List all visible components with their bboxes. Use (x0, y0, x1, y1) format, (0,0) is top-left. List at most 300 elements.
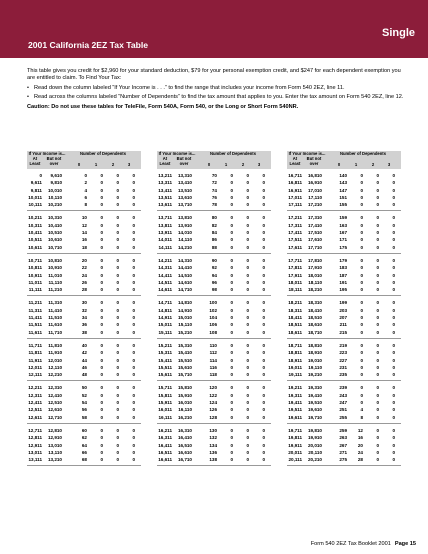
table-cell: 0 (230, 187, 233, 193)
page-footer (311, 541, 416, 547)
table-cell: 18,711 (288, 342, 302, 348)
table-row (287, 307, 401, 314)
table-cell: 0 (262, 180, 265, 186)
table-cell: 18 (81, 244, 87, 250)
table-cell: 0 (116, 322, 119, 328)
table-cell: 14,911 (158, 315, 172, 321)
table-cell: 13,211 (158, 173, 172, 178)
table-cell: 10,610 (47, 237, 62, 243)
table-cell: 8 (84, 202, 87, 208)
table-row (27, 187, 141, 194)
table-cell: 13,510 (177, 187, 192, 193)
table-cell: 0 (132, 272, 135, 278)
table-cell: 0 (230, 427, 233, 433)
table-cell: 0 (100, 322, 103, 328)
table-cell: 211 (339, 322, 347, 328)
table-cell: 19,611 (288, 414, 302, 420)
table-cell: 0 (132, 329, 135, 335)
table-cell: 16,311 (158, 435, 172, 441)
table-cell: 38 (81, 329, 87, 335)
table-row (27, 229, 141, 236)
table-cell: 12,811 (28, 435, 42, 441)
row-group (287, 381, 401, 423)
caution-note: Caution: Do not use these tables for TeleFile, Form 540A, Form 540, or the Long or Short Form 540NR. (27, 103, 299, 110)
table-row (287, 399, 401, 406)
table-cell: 15,910 (177, 392, 192, 398)
table-cell: 143 (339, 180, 347, 186)
dependent-count-header: 3 (257, 162, 261, 167)
table-cell: 0 (360, 307, 363, 313)
table-cell: 20 (357, 442, 363, 448)
table-row (27, 257, 141, 264)
table-cell: 19,711 (288, 427, 302, 433)
table-cell: 0 (246, 357, 249, 363)
table-cell: 18,211 (288, 300, 302, 306)
table-cell: 267 (339, 442, 347, 448)
table-cell: 17,611 (288, 244, 302, 250)
table-cell: 0 (392, 342, 395, 348)
table-cell: 0 (116, 435, 119, 441)
table-cell: 10,211 (28, 215, 42, 221)
table-cell: 0 (100, 215, 103, 221)
table-cell: 15,710 (177, 372, 192, 378)
table-cell: 0 (116, 342, 119, 348)
table-row (27, 279, 141, 286)
table-cell: 19,010 (307, 357, 322, 363)
table-cell: 179 (339, 257, 347, 263)
table-cell: 17,311 (288, 222, 302, 228)
table-cell: 0 (132, 407, 135, 413)
table-cell: 0 (246, 215, 249, 221)
table-cell: 19,310 (307, 385, 322, 391)
table-row (27, 392, 141, 399)
table-row (287, 314, 401, 321)
table-cell: 0 (132, 385, 135, 391)
table-cell: 68 (81, 457, 87, 463)
range-column-header: At Least (289, 156, 301, 166)
table-cell: 14,710 (177, 287, 192, 293)
table-cell: 4 (360, 407, 363, 413)
table-cell: 10,011 (28, 194, 42, 200)
table-cell: 16,611 (158, 457, 172, 463)
table-cell: 0 (100, 180, 103, 186)
table-cell: 0 (116, 427, 119, 433)
table-cell: 0 (246, 322, 249, 328)
table-cell: 0 (360, 350, 363, 356)
table-row (27, 364, 141, 371)
table-cell: 10,410 (47, 222, 62, 228)
table-row (157, 179, 271, 186)
table-cell: 19,911 (288, 442, 302, 448)
dependents-column-header: Number of Dependents (209, 151, 257, 156)
table-panel (157, 151, 271, 466)
table-cell: 231 (339, 364, 347, 370)
table-row (157, 229, 271, 236)
table-row (157, 236, 271, 243)
table-cell: 130 (209, 427, 217, 433)
table-cell: 15,811 (158, 392, 172, 398)
table-cell: 0 (392, 449, 395, 455)
table-cell: 14 (81, 230, 87, 236)
table-row (27, 272, 141, 279)
table-cell: 10 (81, 215, 87, 221)
table-cell: 0 (246, 400, 249, 406)
dependent-count-header: 1 (224, 162, 228, 167)
table-cell: 0 (376, 449, 379, 455)
table-cell: 0 (100, 357, 103, 363)
table-row (157, 187, 271, 194)
table-row (157, 264, 271, 271)
table-row (287, 349, 401, 356)
table-cell: 9,611 (30, 180, 42, 186)
table-cell: 16,211 (158, 427, 172, 433)
row-group (157, 254, 271, 296)
table-row (27, 307, 141, 314)
table-cell: 0 (116, 257, 119, 263)
row-group (287, 254, 401, 296)
table-cell: 0 (100, 449, 103, 455)
table-cell: 78 (211, 202, 217, 208)
table-cell: 0 (360, 230, 363, 236)
table-cell: 0 (376, 315, 379, 321)
table-cell: 0 (246, 407, 249, 413)
table-cell: 0 (100, 237, 103, 243)
table-cell: 0 (392, 392, 395, 398)
table-cell: 46 (81, 364, 87, 370)
table-cell: 16,511 (158, 449, 172, 455)
table-row (157, 364, 271, 371)
table-row (157, 214, 271, 221)
table-cell: 12,410 (47, 392, 62, 398)
table-cell: 0 (246, 230, 249, 236)
table-cell: 0 (116, 202, 119, 208)
table-cell: 0 (376, 457, 379, 463)
row-group (287, 211, 401, 253)
table-cell: 0 (376, 435, 379, 441)
table-cell: 19,311 (288, 392, 302, 398)
table-cell: 0 (100, 385, 103, 391)
table-cell: 239 (339, 385, 347, 391)
table-cell: 0 (100, 307, 103, 313)
table-row (157, 201, 271, 208)
table-row (287, 364, 401, 371)
table-cell: 0 (132, 230, 135, 236)
table-cell: 10,311 (28, 222, 42, 228)
table-cell: 16,310 (177, 427, 192, 433)
table-cell: 0 (230, 300, 233, 306)
table-cell: 102 (209, 307, 217, 313)
table-cell: 40 (81, 342, 87, 348)
table-cell: 18,611 (288, 329, 302, 335)
table-cell: 0 (246, 342, 249, 348)
table-cell: 0 (132, 265, 135, 271)
table-cell: 18,910 (307, 350, 322, 356)
table-row (27, 236, 141, 243)
table-cell: 17,610 (307, 237, 322, 243)
table-cell: 0 (132, 427, 135, 433)
table-cell: 0 (262, 357, 265, 363)
table-cell: 0 (392, 237, 395, 243)
table-cell: 159 (339, 215, 347, 221)
table-cell: 19,610 (307, 407, 322, 413)
table-cell: 56 (81, 407, 87, 413)
booklet-name: Form 540 2EZ Tax Booklet 2001 (310, 541, 391, 547)
table-cell: 108 (209, 329, 217, 335)
table-row (157, 172, 271, 179)
table-cell: 0 (116, 449, 119, 455)
dependents-column-header: Number of Dependents (79, 151, 127, 156)
table-cell: 0 (116, 350, 119, 356)
table-row (287, 371, 401, 378)
table-row (287, 194, 401, 201)
table-cell: 100 (209, 300, 217, 306)
table-cell: 0 (116, 372, 119, 378)
table-cell: 0 (132, 342, 135, 348)
table-cell: 0 (376, 173, 379, 178)
table-row (157, 321, 271, 328)
table-row (157, 286, 271, 293)
table-cell: 64 (81, 442, 87, 448)
table-cell: 0 (360, 279, 363, 285)
table-cell: 0 (262, 427, 265, 433)
table-cell: 0 (230, 173, 233, 178)
income-column-header: If Your Income is... (158, 151, 196, 156)
table-cell: 11,711 (28, 342, 42, 348)
table-cell: 0 (262, 315, 265, 321)
table-cell: 0 (376, 392, 379, 398)
table-cell: 0 (100, 257, 103, 263)
table-cell: 72 (211, 180, 217, 186)
table-cell: 251 (339, 407, 347, 413)
table-cell: 0 (392, 173, 395, 178)
table-cell: 19,910 (307, 435, 322, 441)
table-cell: 11,511 (28, 322, 42, 328)
table-cell: 0 (392, 307, 395, 313)
table-cell: 0 (262, 392, 265, 398)
table-cell: 0 (116, 385, 119, 391)
table-cell: 0 (376, 400, 379, 406)
table-cell: 0 (100, 407, 103, 413)
table-cell: 0 (100, 435, 103, 441)
table-cell: 0 (376, 265, 379, 271)
table-cell: 0 (230, 307, 233, 313)
table-cell: 0 (392, 257, 395, 263)
table-cell: 70 (211, 173, 217, 178)
row-group (157, 211, 271, 253)
table-cell: 0 (246, 449, 249, 455)
table-cell: 0 (392, 272, 395, 278)
table-cell: 175 (339, 244, 347, 250)
table-row (287, 442, 401, 449)
instruction-bullet-2 (27, 94, 407, 101)
table-cell: 0 (262, 202, 265, 208)
table-cell: 12,910 (47, 435, 62, 441)
table-cell: 0 (376, 272, 379, 278)
table-row (27, 299, 141, 306)
table-cell: 18,410 (307, 307, 322, 313)
table-cell: 0 (376, 237, 379, 243)
table-cell: 17,011 (288, 194, 302, 200)
table-cell: 191 (339, 279, 347, 285)
table-cell: 0 (360, 357, 363, 363)
table-cell: 0 (116, 457, 119, 463)
table-cell: 17,010 (307, 187, 322, 193)
table-cell: 0 (246, 187, 249, 193)
table-cell: 0 (100, 400, 103, 406)
table-cell: 20,010 (307, 442, 322, 448)
table-row (157, 442, 271, 449)
table-cell: 0 (100, 244, 103, 250)
table-cell: 11,011 (28, 279, 42, 285)
table-cell: 0 (230, 350, 233, 356)
table-cell: 0 (100, 300, 103, 306)
table-cell: 13,310 (177, 173, 192, 178)
table-row (27, 399, 141, 406)
table-cell: 0 (230, 329, 233, 335)
table-cell: 199 (339, 300, 347, 306)
table-cell: 12,011 (28, 364, 42, 370)
table-cell: 14,511 (158, 279, 172, 285)
table-cell: 15,010 (177, 315, 192, 321)
table-cell: 110 (209, 342, 217, 348)
table-cell: 14,210 (177, 244, 192, 250)
table-cell: 12,510 (47, 400, 62, 406)
table-cell: 104 (209, 315, 217, 321)
table-cell: 0 (230, 414, 233, 420)
table-cell: 0 (376, 230, 379, 236)
table-cell: 58 (81, 414, 87, 420)
table-cell: 0 (246, 173, 249, 178)
table-row (287, 406, 401, 413)
table-cell: 10,110 (48, 194, 62, 200)
row-group (287, 169, 401, 211)
table-cell: 14,711 (158, 300, 172, 306)
table-cell: 11,811 (28, 350, 42, 356)
table-cell: 11,510 (48, 315, 62, 321)
table-cell: 223 (339, 350, 347, 356)
table-cell: 12,110 (48, 364, 62, 370)
table-cell: 134 (209, 442, 217, 448)
table-row (287, 236, 401, 243)
table-cell: 94 (211, 272, 217, 278)
table-cell: 10,510 (47, 230, 62, 236)
table-row (157, 456, 271, 463)
table-cell: 0 (376, 222, 379, 228)
row-group (27, 254, 141, 296)
table-cell: 9,810 (50, 180, 62, 186)
table-cell: 15,111 (158, 329, 172, 335)
table-cell: 12,311 (28, 392, 42, 398)
table-cell: 19,011 (288, 364, 302, 370)
table-cell: 0 (360, 322, 363, 328)
table-cell: 126 (209, 407, 217, 413)
table-cell: 0 (262, 237, 265, 243)
table-cell: 13,610 (177, 194, 192, 200)
table-cell: 0 (132, 222, 135, 228)
table-cell: 0 (246, 364, 249, 370)
table-cell: 0 (100, 414, 103, 420)
table-row (157, 342, 271, 349)
table-cell: 0 (100, 187, 103, 193)
table-cell: 0 (116, 407, 119, 413)
table-cell: 0 (376, 287, 379, 293)
table-cell: 0 (262, 442, 265, 448)
bullet-2-text: Read across the columns labeled “Number of Dependents” to find the tax amount that applies to you. Enter the tax amount on Form 540 2EZ, line 12. (34, 94, 404, 101)
table-cell: 0 (132, 322, 135, 328)
row-group (27, 381, 141, 423)
table-cell: 12 (81, 222, 87, 228)
dependent-count-header: 0 (337, 162, 341, 167)
table-cell: 0 (116, 414, 119, 420)
table-cell: 0 (230, 372, 233, 378)
table-row (287, 321, 401, 328)
table-row (287, 384, 401, 391)
table-cell: 235 (339, 372, 347, 378)
table-cell: 163 (339, 222, 347, 228)
table-cell: 2 (84, 180, 87, 186)
table-cell: 15,011 (158, 322, 172, 328)
table-cell: 14,010 (177, 230, 192, 236)
table-cell: 17,110 (308, 194, 322, 200)
instructions (27, 68, 407, 113)
table-cell: 0 (116, 265, 119, 271)
table-cell: 19,710 (307, 414, 322, 420)
table-cell: 0 (230, 180, 233, 186)
table-cell: 0 (360, 300, 363, 306)
table-cell: 14,410 (177, 265, 192, 271)
table-cell: 0 (132, 202, 135, 208)
table-cell: 13,410 (177, 180, 192, 186)
table-cell: 18,411 (288, 315, 302, 321)
table-cell: 136 (209, 449, 217, 455)
table-cell: 0 (246, 194, 249, 200)
table-row (287, 456, 401, 463)
table-cell: 0 (132, 279, 135, 285)
table-cell: 15,211 (158, 342, 172, 348)
table-cell: 86 (211, 237, 217, 243)
table-cell: 15,510 (177, 357, 192, 363)
table-cell: 0 (376, 187, 379, 193)
table-cell: 19,111 (288, 372, 302, 378)
table-cell: 0 (262, 449, 265, 455)
table-cell: 20,210 (307, 457, 322, 463)
table-cell: 10,411 (28, 230, 42, 236)
table-cell: 12,511 (28, 407, 42, 413)
range-column-header: At Least (159, 156, 171, 166)
table-cell: 0 (132, 257, 135, 263)
table-cell: 0 (360, 180, 363, 186)
table-header (287, 151, 401, 169)
table-cell: 34 (81, 315, 87, 321)
table-cell: 0 (262, 215, 265, 221)
table-cell: 0 (230, 442, 233, 448)
table-cell: 124 (209, 400, 217, 406)
table-row (157, 392, 271, 399)
table-cell: 14,811 (158, 307, 172, 313)
bullet-1-text: Read down the column labeled “If Your Income is . . .” to find the range that includes your income from Form 540 2EZ, line 11. (34, 84, 345, 91)
table-cell: 0 (392, 364, 395, 370)
table-cell: 11,610 (48, 322, 62, 328)
table-cell: 0 (116, 315, 119, 321)
table-cell: 66 (81, 449, 87, 455)
table-cell: 0 (392, 372, 395, 378)
table-cell: 16,711 (288, 173, 302, 178)
table-row (287, 257, 401, 264)
table-cell: 0 (262, 265, 265, 271)
table-cell: 0 (230, 457, 233, 463)
table-cell: 0 (100, 457, 103, 463)
table-row (287, 279, 401, 286)
